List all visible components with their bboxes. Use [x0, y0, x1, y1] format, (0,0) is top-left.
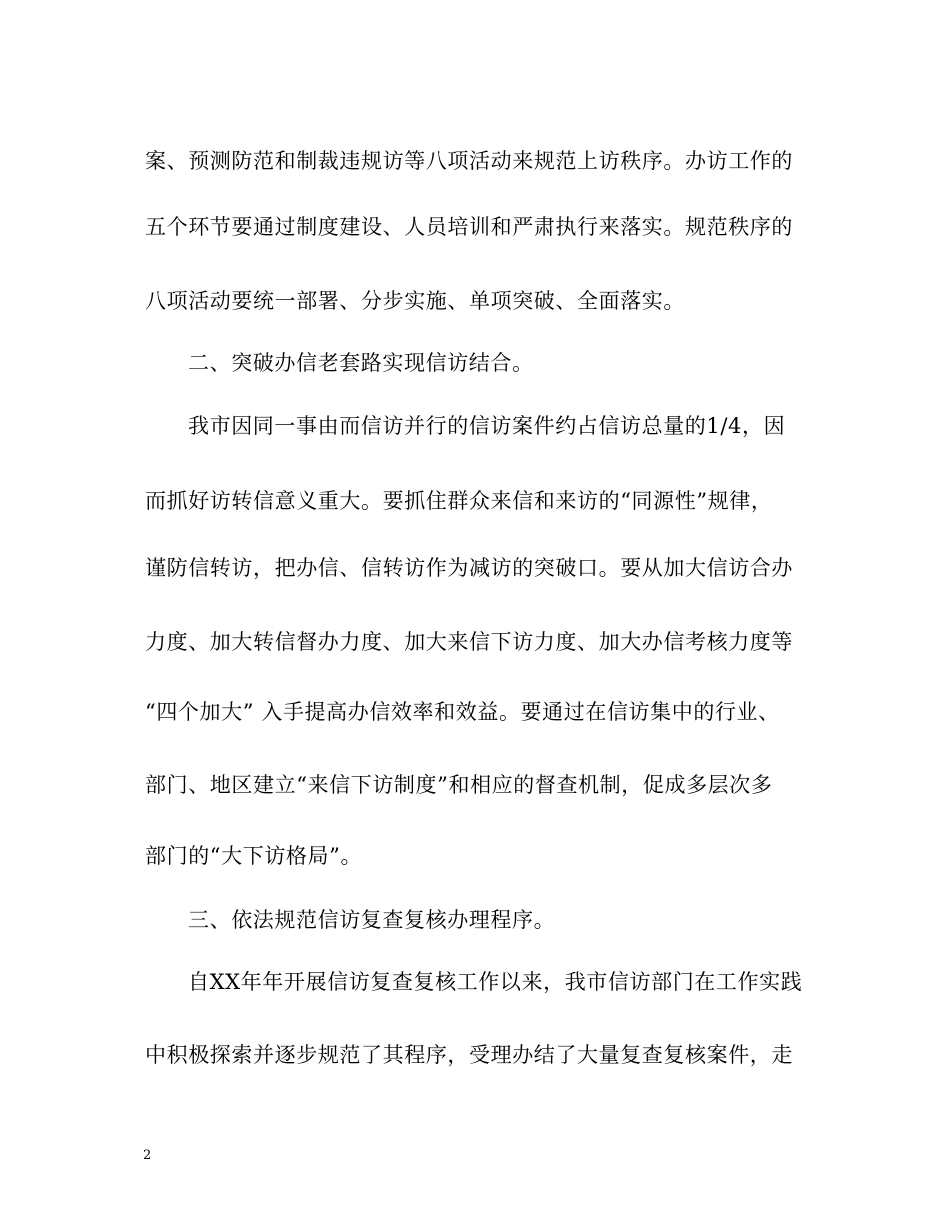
body-text-line: 部门的“大下访格局”。	[145, 844, 363, 868]
body-text-line: 自XX年年开展信访复查复核工作以来，我市信访部门在工作实践	[188, 970, 803, 994]
section-heading: 三、依法规范信访复查复核办理程序。	[188, 908, 556, 932]
body-text-line: 中积极探索并逐步规范了其程序，受理办结了大量复查复核案件，走	[145, 1043, 793, 1067]
body-text-line: 五个环节要通过制度建设、人员培训和严肃执行来落实。规范秩序的	[145, 215, 793, 239]
body-text-line: 力度、加大转信督办力度、加大来信下访力度、加大办信考核力度等	[145, 630, 793, 654]
page-number: 2	[143, 1148, 152, 1163]
body-text-line: 部门、地区建立“来信下访制度”和相应的督查机制，促成多层次多	[145, 773, 773, 797]
body-text-line: 案、预测防范和制裁违规访等八项活动来规范上访秩序。办访工作的	[145, 149, 793, 173]
section-heading: 二、突破办信老套路实现信访结合。	[188, 351, 534, 375]
body-text-line: 谨防信转访，把办信、信转访作为减访的突破口。要从加大信访合办	[145, 556, 793, 580]
body-text-line: “四个加大” 入手提高办信效率和效益。要通过在信访集中的行业、	[145, 700, 780, 724]
body-text-line: 八项活动要统一部署、分步实施、单项突破、全面落实。	[145, 289, 685, 313]
body-text-line: 我市因同一事由而信访并行的信访案件约占信访总量的1/4，因	[188, 414, 786, 438]
body-text-line: 而抓好访转信意义重大。要抓住群众来信和来访的“同源性”规律，	[145, 489, 773, 513]
